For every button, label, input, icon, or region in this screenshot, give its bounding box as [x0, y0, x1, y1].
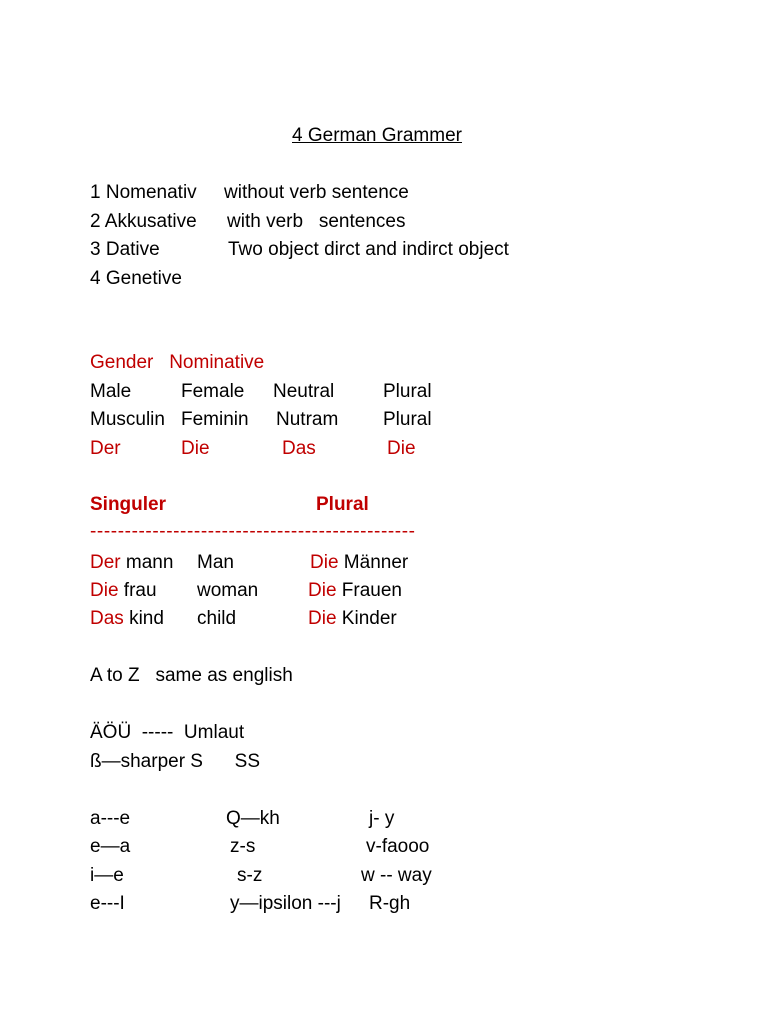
noun-row-1-singular: [90, 553, 173, 572]
noun-row-1-english: Man: [197, 552, 234, 573]
case-3-desc: Two object dirct and indirct object: [228, 239, 509, 260]
pron-1-col-1: a---e: [90, 808, 131, 829]
case-1-name: 1 Nomenativ: [90, 182, 197, 203]
pron-3-col-1: i—e: [90, 865, 124, 886]
gender-female: Female: [181, 381, 245, 402]
article-das: Das: [282, 438, 316, 459]
alphabet-note: A to Z same as english: [90, 665, 293, 686]
divider: -----------------------------------------------: [90, 521, 416, 542]
case-2-name: 2 Akkusative: [90, 211, 197, 232]
gender-plural-2: Plural: [383, 409, 432, 430]
noun-row-2-plural: [308, 581, 402, 600]
pron-4-col-1: e---I: [90, 893, 125, 914]
gender-feminin: Feminin: [181, 409, 249, 430]
noun-row-1-article: Der: [90, 552, 121, 573]
case-2-desc: with verb sentences: [227, 211, 406, 232]
article-die-plural: Die: [387, 438, 416, 459]
page-title: 4 German Grammer: [292, 125, 462, 146]
noun-row-1-noun: mann: [120, 552, 174, 573]
pron-2-col-3: v-faooo: [366, 836, 430, 857]
noun-row-1-plural-noun: Männer: [338, 552, 409, 573]
case-3-name: 3 Dative: [90, 239, 160, 260]
noun-row-3-noun: kind: [123, 608, 164, 629]
pron-3-col-3: w -- way: [361, 865, 432, 886]
pron-4-col-2: y—ipsilon ---j: [230, 893, 341, 914]
noun-row-2-english: woman: [197, 580, 259, 601]
noun-row-1-plural-article: Die: [310, 552, 339, 573]
noun-row-3-singular: [90, 609, 164, 628]
plural-heading: Plural: [316, 494, 369, 515]
noun-row-3-english: child: [197, 608, 237, 629]
noun-row-2-plural-article: Die: [308, 580, 337, 601]
gender-plural: Plural: [383, 381, 432, 402]
pron-2-col-1: e—a: [90, 836, 131, 857]
pron-1-col-2: Q—kh: [226, 808, 280, 829]
noun-row-3-plural-article: Die: [308, 608, 337, 629]
case-1-desc: without verb sentence: [224, 182, 409, 203]
noun-row-2-article: Die: [90, 580, 119, 601]
pron-2-col-2: z-s: [230, 836, 256, 857]
noun-row-2-singular: [90, 581, 157, 600]
gender-musculin: Musculin: [90, 409, 165, 430]
article-der: Der: [90, 438, 121, 459]
noun-row-1-plural: [310, 553, 408, 572]
umlaut-note: ÄÖÜ ----- Umlaut: [90, 722, 245, 743]
gender-male: Male: [90, 381, 132, 402]
pron-4-col-3: R-gh: [369, 893, 411, 914]
noun-row-3-article: Das: [90, 608, 124, 629]
noun-row-2-noun: frau: [118, 580, 157, 601]
case-4-name: 4 Genetive: [90, 268, 182, 289]
article-die: Die: [181, 438, 210, 459]
gender-neutral: Neutral: [273, 381, 335, 402]
noun-row-2-plural-noun: Frauen: [336, 580, 402, 601]
noun-row-3-plural: [308, 609, 397, 628]
pron-3-col-2: s-z: [237, 865, 263, 886]
noun-row-3-plural-noun: Kinder: [336, 608, 397, 629]
singular-heading: Singuler: [90, 494, 167, 515]
gender-nutram: Nutram: [276, 409, 339, 430]
gender-heading: Gender Nominative: [90, 352, 265, 373]
eszett-note: ß—sharper S SS: [90, 751, 260, 772]
pron-1-col-3: j- y: [369, 808, 395, 829]
